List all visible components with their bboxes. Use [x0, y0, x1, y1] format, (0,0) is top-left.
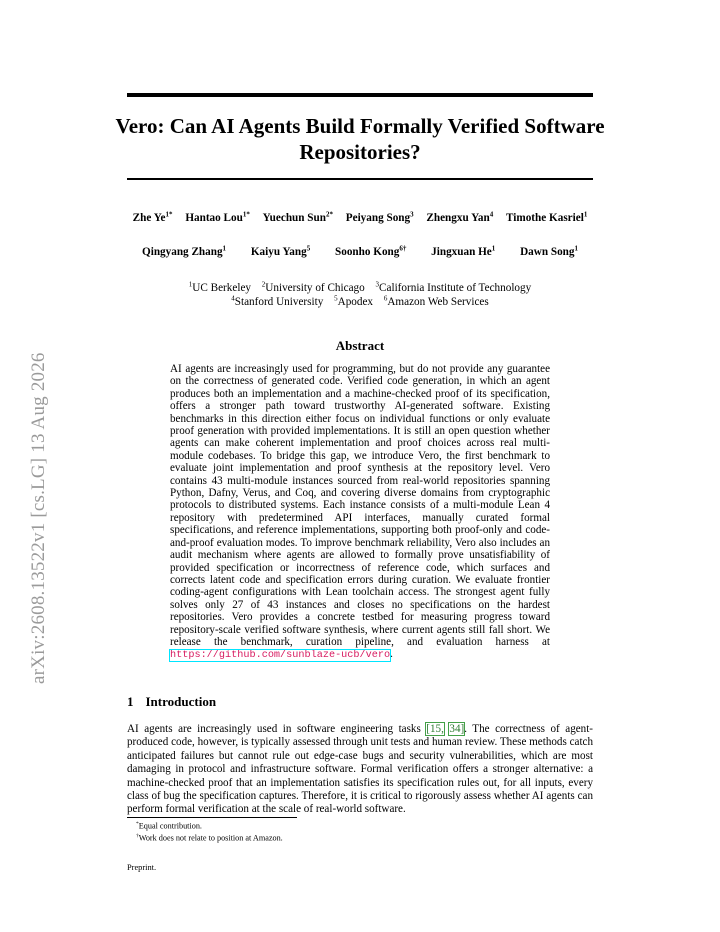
author-row-2 — [110, 244, 610, 258]
author: Kaiyu Yang$^5$ — [250, 244, 311, 258]
author: Qingyang Zhang$^1$ — [142, 244, 227, 258]
author: Zhe $Ye^{1*}$ — [132, 210, 173, 224]
author: Soonho Kong$^{6\dagger}$ — [335, 244, 407, 258]
title-top-rule — [127, 93, 593, 97]
title-line-2: Repositories? — [299, 140, 421, 164]
author: Zhengxu Yan$^4$ — [426, 210, 494, 224]
github-link[interactable]: https://github.com/sunblaze-ucb/vero — [170, 650, 391, 662]
preprint-label: Preprint. — [127, 863, 157, 872]
intro-paragraph — [127, 723, 593, 817]
author: Peiyang Song$^3$ — [345, 210, 414, 224]
abstract-text: AI agents are increasingly used for programming, but do not provide any guarantee on the correctness of generated code. Verified code generation, in which an agent produces both an implementation and a machine-checked proof of its specification, offers a stronger path toward trustworthy AI-generated software. Existing benchmarks in this direction either focus on individual functions or only evaluate proof generation with provided implementations. It is still an open question whether agents can make coherent implementation and proof choices across real multi-module codebases. To bridge this gap, we introduce Vero, the first benchmark to evaluate joint implementation and proof synthesis at the repository level. Vero contains 43 multi-module instances sourced from real-world repositories spanning Python, Dafny, Verus, and Coq, and covering diverse domains from cryptographic protocols to distributed systems. Each instance consists of a multi-module Lean 4 repository with predetermined API interfaces, manually curated formal specifications, and reference implementations, supporting both proof-only and code-and-proof evaluation modes. To improve benchmark reliability, Vero also includes an audit mechanism where agents are allowed to formally prove unsatisfiability of provided specification or incorrectness of reference code, which surfaces and corrects latent code and specification errors during curation. We evaluate frontier coding-agent configurations with Lean toolchain access. The strongest agent fully solves only 27 of 43 instances and closes no specifications on the hardest repositories. Vero provides a concrete testbed for measuring progress toward repository-scale verified software synthesis, where current agents still fall short. We release the benchmark, curation pipeline, and evaluation harness at — [170, 363, 550, 648]
footnote-1: *Equal contribution. — [136, 821, 202, 831]
affiliation: $^5$Apodex — [334, 294, 374, 308]
affiliation: $^1$UC Berkeley — [188, 280, 251, 294]
author: Dawn Song$^1$ — [520, 244, 578, 258]
footnote-2: †Work does not relate to position at Amazon. — [136, 833, 283, 843]
author: Jingxuan He$^1$ — [431, 244, 496, 258]
affiliation: $^4$Stanford University — [231, 294, 324, 308]
arxiv-stamp: arXiv:2608.13522v1 [cs.LG] 13 Aug 2026 — [28, 352, 49, 684]
author: Timothe Kasriel$^1$ — [506, 210, 588, 224]
paper-title — [100, 113, 620, 165]
abstract-end: . — [390, 648, 393, 661]
citation-link[interactable]: [15, — [426, 723, 444, 735]
citation-link[interactable]: 34] — [449, 723, 465, 735]
author-row-1 — [110, 210, 610, 224]
author: Yuechun Sun$^{2*}$ — [262, 210, 333, 224]
intro-text-2: . The correctness of agent-produced code, however, is typically assessed through unit tests and human review. These methods catch anticipated failures but cannot rule out edge-case bugs and security vulnerabilities, which are most damaging in protocol and infrastructure software. Formal verification offers a stronger alternative: a machine-checked proof that an implementation satisfies its specification rules out, for all inputs, every class of bug the specification captures. Therefore, it is critical to rigorously assess whether AI agents can perform formal verification at the scale of real-world software. — [127, 723, 593, 816]
affiliation: $^6$Amazon Web Services — [383, 294, 489, 308]
title-bottom-rule — [127, 178, 593, 180]
affiliation: $^2$University of Chicago — [261, 280, 365, 294]
footnote-rule — [127, 817, 297, 818]
section-title: Introduction — [145, 694, 217, 709]
section-number: 1 — [127, 694, 134, 709]
abstract-heading: Abstract — [335, 338, 385, 353]
affiliation-row-2 — [110, 291, 610, 309]
author: Hantao Lou$^{1*}$ — [185, 210, 250, 224]
abstract-body — [170, 363, 550, 663]
affiliation: $^3$California Institute of Technology — [375, 280, 532, 294]
title-line-1: Vero: Can AI Agents Build Formally Verified Software — [115, 114, 605, 138]
section-heading — [127, 694, 216, 710]
intro-text-1: AI agents are increasingly used in software engineering tasks — [127, 723, 427, 735]
